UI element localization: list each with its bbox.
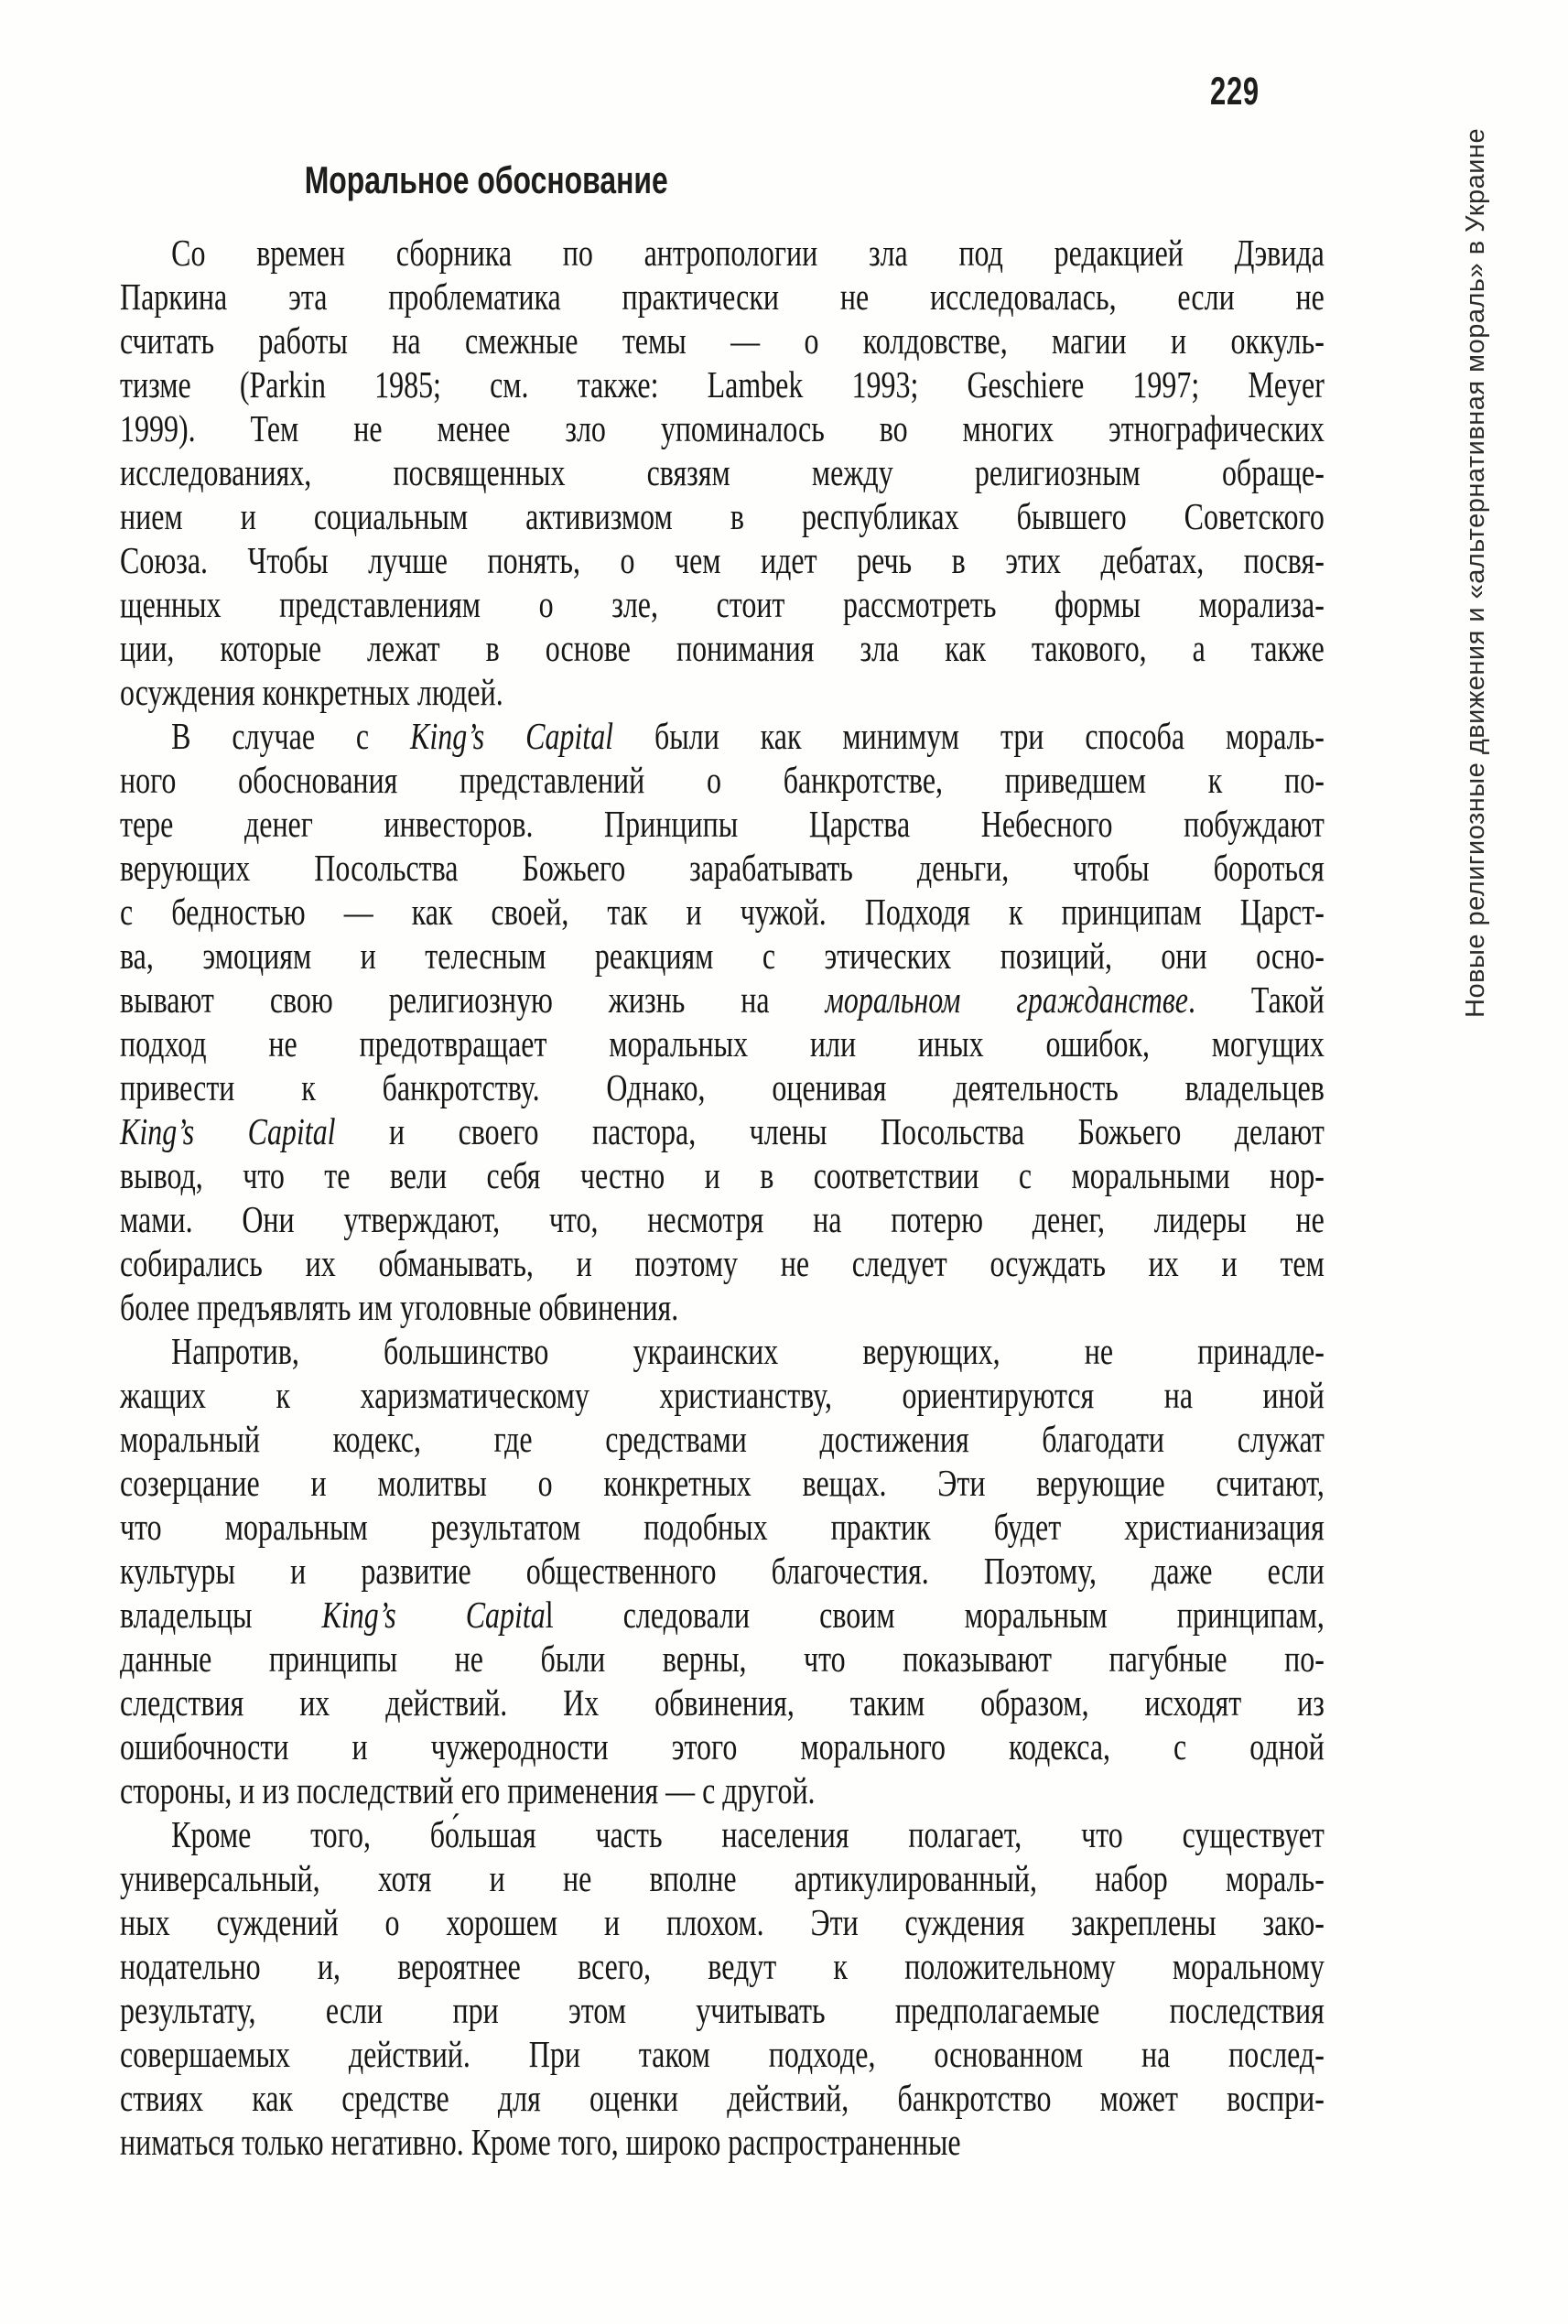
- paragraph: [120, 1329, 1325, 1812]
- text-line: что моральным результатом подобных практик будет христианизация: [120, 1506, 1325, 1548]
- text-line: ошибочности и чужеродности этого морального кодекса, с одной: [120, 1725, 1325, 1767]
- text-line: верующих Посольства Божьего зарабатывать деньги, чтобы бороться: [120, 847, 1325, 889]
- text-line: ции, которые лежат в основе понимания зла как такового, а также: [120, 627, 1325, 669]
- text-line: Паркина эта проблематика практически не исследовалась, если не: [120, 276, 1325, 318]
- text-line: Напротив, большинство украинских верующих, не принадле-: [171, 1330, 1325, 1372]
- text-line: моральный кодекс, где средствами достижения благодати служат: [120, 1418, 1325, 1460]
- text-line: вывод, что те вели себя честно и в соответствии с моральными нор-: [120, 1154, 1325, 1196]
- text-line: ствиях как средстве для оценки действий, банкротство может воспри-: [120, 2077, 1325, 2119]
- text-line: Союза. Чтобы лучше понять, о чем идет речь в этих дебатах, посвя-: [120, 539, 1325, 581]
- text-line: щенных представлениям о зле, стоит рассмотреть формы морализа-: [120, 583, 1325, 625]
- text-line: King’s Capital и своего пастора, члены Посольства Божьего делают: [120, 1110, 1325, 1152]
- text-line: привести к банкротству. Однако, оценивая деятельность владельцев: [120, 1066, 1325, 1108]
- text-line: Кроме того, бо́льшая часть населения полагает, что существует: [171, 1813, 1325, 1855]
- running-title-vertical: Новые религиозные движения и «альтернативная мораль» в Украине: [1461, 127, 1490, 1018]
- text-line: совершаемых действий. При таком подходе, основанном на послед-: [120, 2033, 1325, 2075]
- paragraph: [120, 231, 1325, 714]
- section-heading: Моральное обоснование: [304, 158, 668, 201]
- text-line: тизме (Parkin 1985; см. также: Lambek 1993; Geschiere 1997; Meyer: [120, 363, 1325, 405]
- text-line: считать работы на смежные темы — о колдовстве, магии и оккуль-: [120, 319, 1325, 362]
- paragraph: [120, 714, 1325, 1329]
- text-line: вывают свою религиозную жизнь на моральном гражданстве. Такой: [120, 978, 1325, 1021]
- text-line: нием и социальным активизмом в республиках бывшего Советского: [120, 495, 1325, 537]
- text-line: универсальный, хотя и не вполне артикулированный, набор мораль-: [120, 1857, 1325, 1899]
- text-line: данные принципы не были верны, что показывают пагубные по-: [120, 1638, 1325, 1680]
- text-line: Со времен сборника по антропологии зла под редакцией Дэвида: [171, 232, 1325, 274]
- text-line: мами. Они утверждают, что, несмотря на потерю денег, лидеры не: [120, 1198, 1325, 1240]
- text-line: нодательно и, вероятнее всего, ведут к положительному моральному: [120, 1945, 1325, 1987]
- text-line: тере денег инвесторов. Принципы Царства Небесного побуждают: [120, 803, 1325, 845]
- text-line: следствия их действий. Их обвинения, таким образом, исходят из: [120, 1681, 1325, 1724]
- text-line: жащих к харизматическому христианству, ориентируются на иной: [120, 1374, 1325, 1416]
- text-line: 1999). Тем не менее зло упоминалось во многих этнографических: [120, 407, 1325, 449]
- text-line: более предъявлять им уголовные обвинения.: [120, 1286, 679, 1328]
- text-line: ва, эмоциям и телесным реакциям с этических позиций, они осно-: [120, 935, 1325, 977]
- text-line: осуждения конкретных людей.: [120, 671, 503, 713]
- text-line: ных суждений о хорошем и плохом. Эти суждения закреплены зако-: [120, 1901, 1325, 1943]
- section-heading-wrap: [120, 159, 852, 201]
- paragraph: [120, 1812, 1325, 2164]
- text-line: с бедностью — как своей, так и чужой. Подходя к принципам Царст-: [120, 891, 1325, 933]
- text-line: стороны, и из последствий его применения — с другой.: [120, 1769, 816, 1811]
- text-block: [120, 231, 1325, 2164]
- text-line: созерцание и молитвы о конкретных вещах. Эти верующие считают,: [120, 1462, 1325, 1504]
- text-line: В случае с King’s Capital были как минимум три способа мораль-: [171, 715, 1325, 757]
- text-line: исследованиях, посвященных связям между религиозным обраще-: [120, 451, 1325, 493]
- page-number: 229: [1210, 70, 1260, 113]
- text-line: результату, если при этом учитывать предполагаемые последствия: [120, 1989, 1325, 2031]
- text-line: ного обоснования представлений о банкротстве, приведшем к по-: [120, 759, 1325, 801]
- text-line: собирались их обманывать, и поэтому не следует осуждать их и тем: [120, 1242, 1325, 1284]
- text-line: владельцы King’s Capital следовали своим моральным принципам,: [120, 1594, 1325, 1636]
- text-line: подход не предотвращает моральных или иных ошибок, могущих: [120, 1022, 1325, 1065]
- text-line: ниматься только негативно. Кроме того, широко распространенные: [120, 2121, 961, 2163]
- text-line: культуры и развитие общественного благочестия. Поэтому, даже если: [120, 1550, 1325, 1592]
